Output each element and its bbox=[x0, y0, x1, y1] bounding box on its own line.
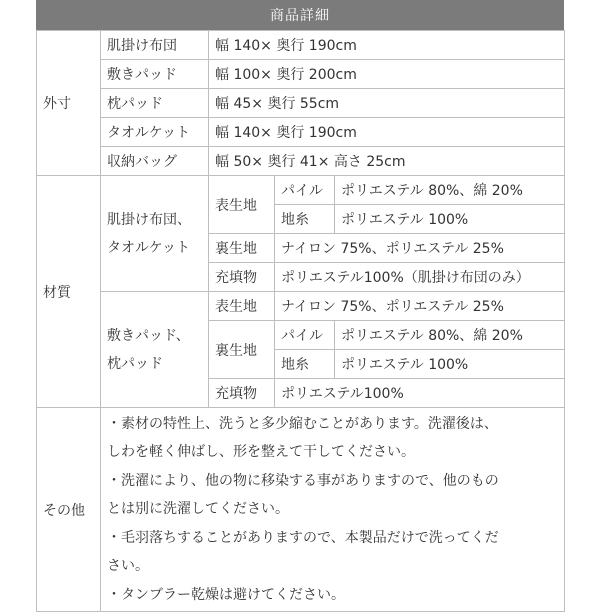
back-label: 裏生地 bbox=[209, 321, 275, 379]
surface-label: 表生地 bbox=[209, 176, 275, 234]
category-size: 外寸 bbox=[37, 31, 101, 176]
base-label: 地糸 bbox=[275, 205, 335, 234]
note-line: とは別に洗濯してください。 bbox=[107, 501, 289, 518]
base-label: 地糸 bbox=[275, 350, 335, 379]
note-line: しわを軽く伸ばし、形を整えて干してください。 bbox=[107, 444, 415, 461]
note-line: さい。 bbox=[107, 558, 149, 575]
item-value: 幅 140× 奥行 190cm bbox=[209, 31, 565, 60]
material-items-line: 肌掛け布団、 bbox=[107, 211, 191, 228]
material-items-line: 枕パッド bbox=[107, 355, 163, 372]
category-material: 材質 bbox=[37, 176, 101, 408]
table-row bbox=[37, 60, 565, 89]
base-value: ポリエステル 100% bbox=[335, 350, 565, 379]
item-name: 収納バッグ bbox=[101, 147, 209, 176]
material-items-line: タオルケット bbox=[107, 239, 191, 256]
fill-value: ポリエステル100%（肌掛け布団のみ） bbox=[275, 263, 565, 292]
pile-value: ポリエステル 80%、綿 20% bbox=[335, 176, 565, 205]
item-name: 肌掛け布団 bbox=[101, 31, 209, 60]
note-line: ・素材の特性上、洗うと多少縮むことがあります。洗濯後は、 bbox=[107, 415, 498, 432]
item-value: 幅 50× 奥行 41× 高さ 25cm bbox=[209, 147, 565, 176]
item-value: 幅 100× 奥行 200cm bbox=[209, 60, 565, 89]
surface-label: 表生地 bbox=[209, 292, 275, 321]
table-row bbox=[37, 408, 565, 612]
note-line: ・洗濯により、他の物に移染する事がありますので、他のもの bbox=[107, 472, 499, 489]
back-label: 裏生地 bbox=[209, 234, 275, 263]
item-name: タオルケット bbox=[101, 118, 209, 147]
note-line: ・毛羽落ちすることがありますので、本製品だけで洗ってくだ bbox=[107, 529, 499, 546]
fill-value: ポリエステル100% bbox=[275, 379, 565, 408]
item-value: 幅 140× 奥行 190cm bbox=[209, 118, 565, 147]
table-row bbox=[37, 176, 565, 205]
spec-table bbox=[36, 30, 565, 612]
fill-label: 充填物 bbox=[209, 379, 275, 408]
material-items-1 bbox=[101, 176, 209, 292]
table-row bbox=[37, 118, 565, 147]
pile-label: パイル bbox=[275, 321, 335, 350]
fill-label: 充填物 bbox=[209, 263, 275, 292]
category-other: その他 bbox=[37, 408, 101, 612]
surface-value: ナイロン 75%、ポリエステル 25% bbox=[275, 292, 565, 321]
back-value: ナイロン 75%、ポリエステル 25% bbox=[275, 234, 565, 263]
table-title: 商品詳細 bbox=[36, 0, 564, 30]
notes-cell bbox=[101, 408, 565, 612]
table-row bbox=[37, 89, 565, 118]
pile-value: ポリエステル 80%、綿 20% bbox=[335, 321, 565, 350]
note-line: ・タンブラー乾燥は避けてください。 bbox=[107, 586, 345, 603]
item-value: 幅 45× 奥行 55cm bbox=[209, 89, 565, 118]
table-row bbox=[37, 147, 565, 176]
material-items-2 bbox=[101, 292, 209, 408]
item-name: 敷きパッド bbox=[101, 60, 209, 89]
item-name: 枕パッド bbox=[101, 89, 209, 118]
material-items-line: 敷きパッド、 bbox=[107, 327, 190, 344]
table-row bbox=[37, 31, 565, 60]
pile-label: パイル bbox=[275, 176, 335, 205]
table-row bbox=[37, 292, 565, 321]
base-value: ポリエステル 100% bbox=[335, 205, 565, 234]
